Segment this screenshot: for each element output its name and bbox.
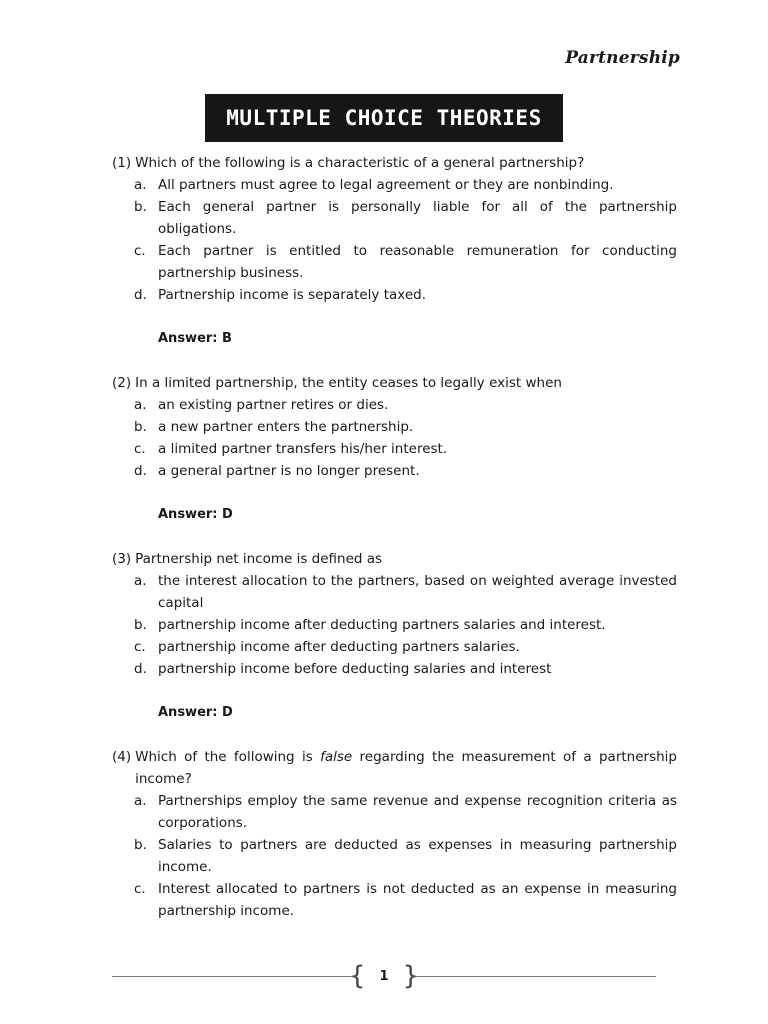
- option-c: [134, 878, 677, 922]
- option-list: [112, 174, 677, 306]
- question-stem: [112, 746, 677, 790]
- option-b: [134, 834, 677, 878]
- section-title: MULTIPLE CHOICE THEORIES: [226, 106, 542, 130]
- option-list: [112, 790, 677, 922]
- option-b: [134, 196, 677, 240]
- question-number: (3): [112, 551, 132, 567]
- option-c: [134, 240, 677, 284]
- option-letter: a.: [134, 177, 147, 193]
- option-letter: b.: [134, 837, 147, 853]
- option-letter: a.: [134, 573, 147, 589]
- option-letter: b.: [134, 199, 147, 215]
- left-brace-ornament: {: [348, 961, 366, 991]
- question-number: (4): [112, 749, 132, 765]
- option-text: a limited partner transfers his/her interest.: [158, 441, 448, 457]
- option-text: the interest allocation to the partners, based on weighted average invested capital: [158, 573, 677, 611]
- option-letter: b.: [134, 617, 147, 633]
- question-number: (1): [112, 155, 132, 171]
- option-d: [134, 658, 677, 680]
- footer-rule-right: [416, 976, 656, 977]
- option-text: partnership income after deducting partners salaries.: [158, 639, 520, 655]
- answer-line: Answer: D: [158, 507, 233, 522]
- question-text-part: regarding the measurement of a partnership income?: [135, 749, 677, 787]
- option-letter: b.: [134, 419, 147, 435]
- option-text: a new partner enters the partnership.: [158, 419, 414, 435]
- option-letter: d.: [134, 287, 147, 303]
- question-1: [112, 152, 677, 350]
- option-text: a general partner is no longer present.: [158, 463, 420, 479]
- option-letter: a.: [134, 793, 147, 809]
- option-c: [134, 438, 677, 460]
- question-text: Partnership net income is defined as: [135, 551, 383, 567]
- question-text: In a limited partnership, the entity ceases to legally exist when: [135, 375, 562, 391]
- question-text: Which of the following is a characteristic of a general partnership?: [135, 155, 585, 171]
- answer-line: Answer: D: [158, 705, 233, 720]
- option-list: [112, 570, 677, 680]
- option-text: partnership income after deducting partners salaries and interest.: [158, 617, 606, 633]
- question-text-part: Which of the following is: [135, 749, 321, 765]
- option-letter: c.: [134, 639, 146, 655]
- option-b: [134, 416, 677, 438]
- option-a: [134, 570, 677, 614]
- question-number: (2): [112, 375, 132, 391]
- section-banner: [205, 94, 563, 142]
- option-letter: d.: [134, 661, 147, 677]
- option-a: [134, 174, 677, 196]
- question-stem: [112, 548, 677, 570]
- question-2: [112, 372, 677, 526]
- option-text: Salaries to partners are deducted as expenses in measuring partnership income.: [158, 837, 677, 875]
- option-a: [134, 790, 677, 834]
- option-b: [134, 614, 677, 636]
- option-text: Partnerships employ the same revenue and expense recognition criteria as corporations.: [158, 793, 677, 831]
- question-4: [112, 746, 677, 922]
- question-3: [112, 548, 677, 724]
- option-text: All partners must agree to legal agreement or they are nonbinding.: [158, 177, 614, 193]
- option-letter: d.: [134, 463, 147, 479]
- option-text: Partnership income is separately taxed.: [158, 287, 427, 303]
- running-header-title: Partnership: [565, 48, 680, 68]
- option-d: [134, 284, 677, 306]
- question-stem: [112, 372, 677, 394]
- option-a: [134, 394, 677, 416]
- question-list: [112, 152, 677, 922]
- question-text: [135, 746, 677, 790]
- option-letter: c.: [134, 243, 146, 259]
- option-letter: a.: [134, 397, 147, 413]
- answer-line: Answer: B: [158, 331, 232, 346]
- option-c: [134, 636, 677, 658]
- option-letter: c.: [134, 881, 146, 897]
- option-d: [134, 460, 677, 482]
- question-text-emphasis: false: [320, 749, 353, 765]
- option-list: [112, 394, 677, 482]
- page-number-block: [348, 960, 420, 992]
- footer-rule-left: [112, 976, 352, 977]
- option-letter: c.: [134, 441, 146, 457]
- option-text: partnership income before deducting salaries and interest: [158, 661, 552, 677]
- right-brace-ornament: }: [402, 961, 420, 991]
- question-stem: [112, 152, 677, 174]
- option-text: an existing partner retires or dies.: [158, 397, 389, 413]
- option-text: Each partner is entitled to reasonable remuneration for conducting partnership business.: [158, 243, 677, 281]
- option-text: Each general partner is personally liable for all of the partnership obligations.: [158, 199, 677, 237]
- page-number: 1: [379, 968, 389, 984]
- option-text: Interest allocated to partners is not deducted as an expense in measuring partnership income.: [158, 881, 677, 919]
